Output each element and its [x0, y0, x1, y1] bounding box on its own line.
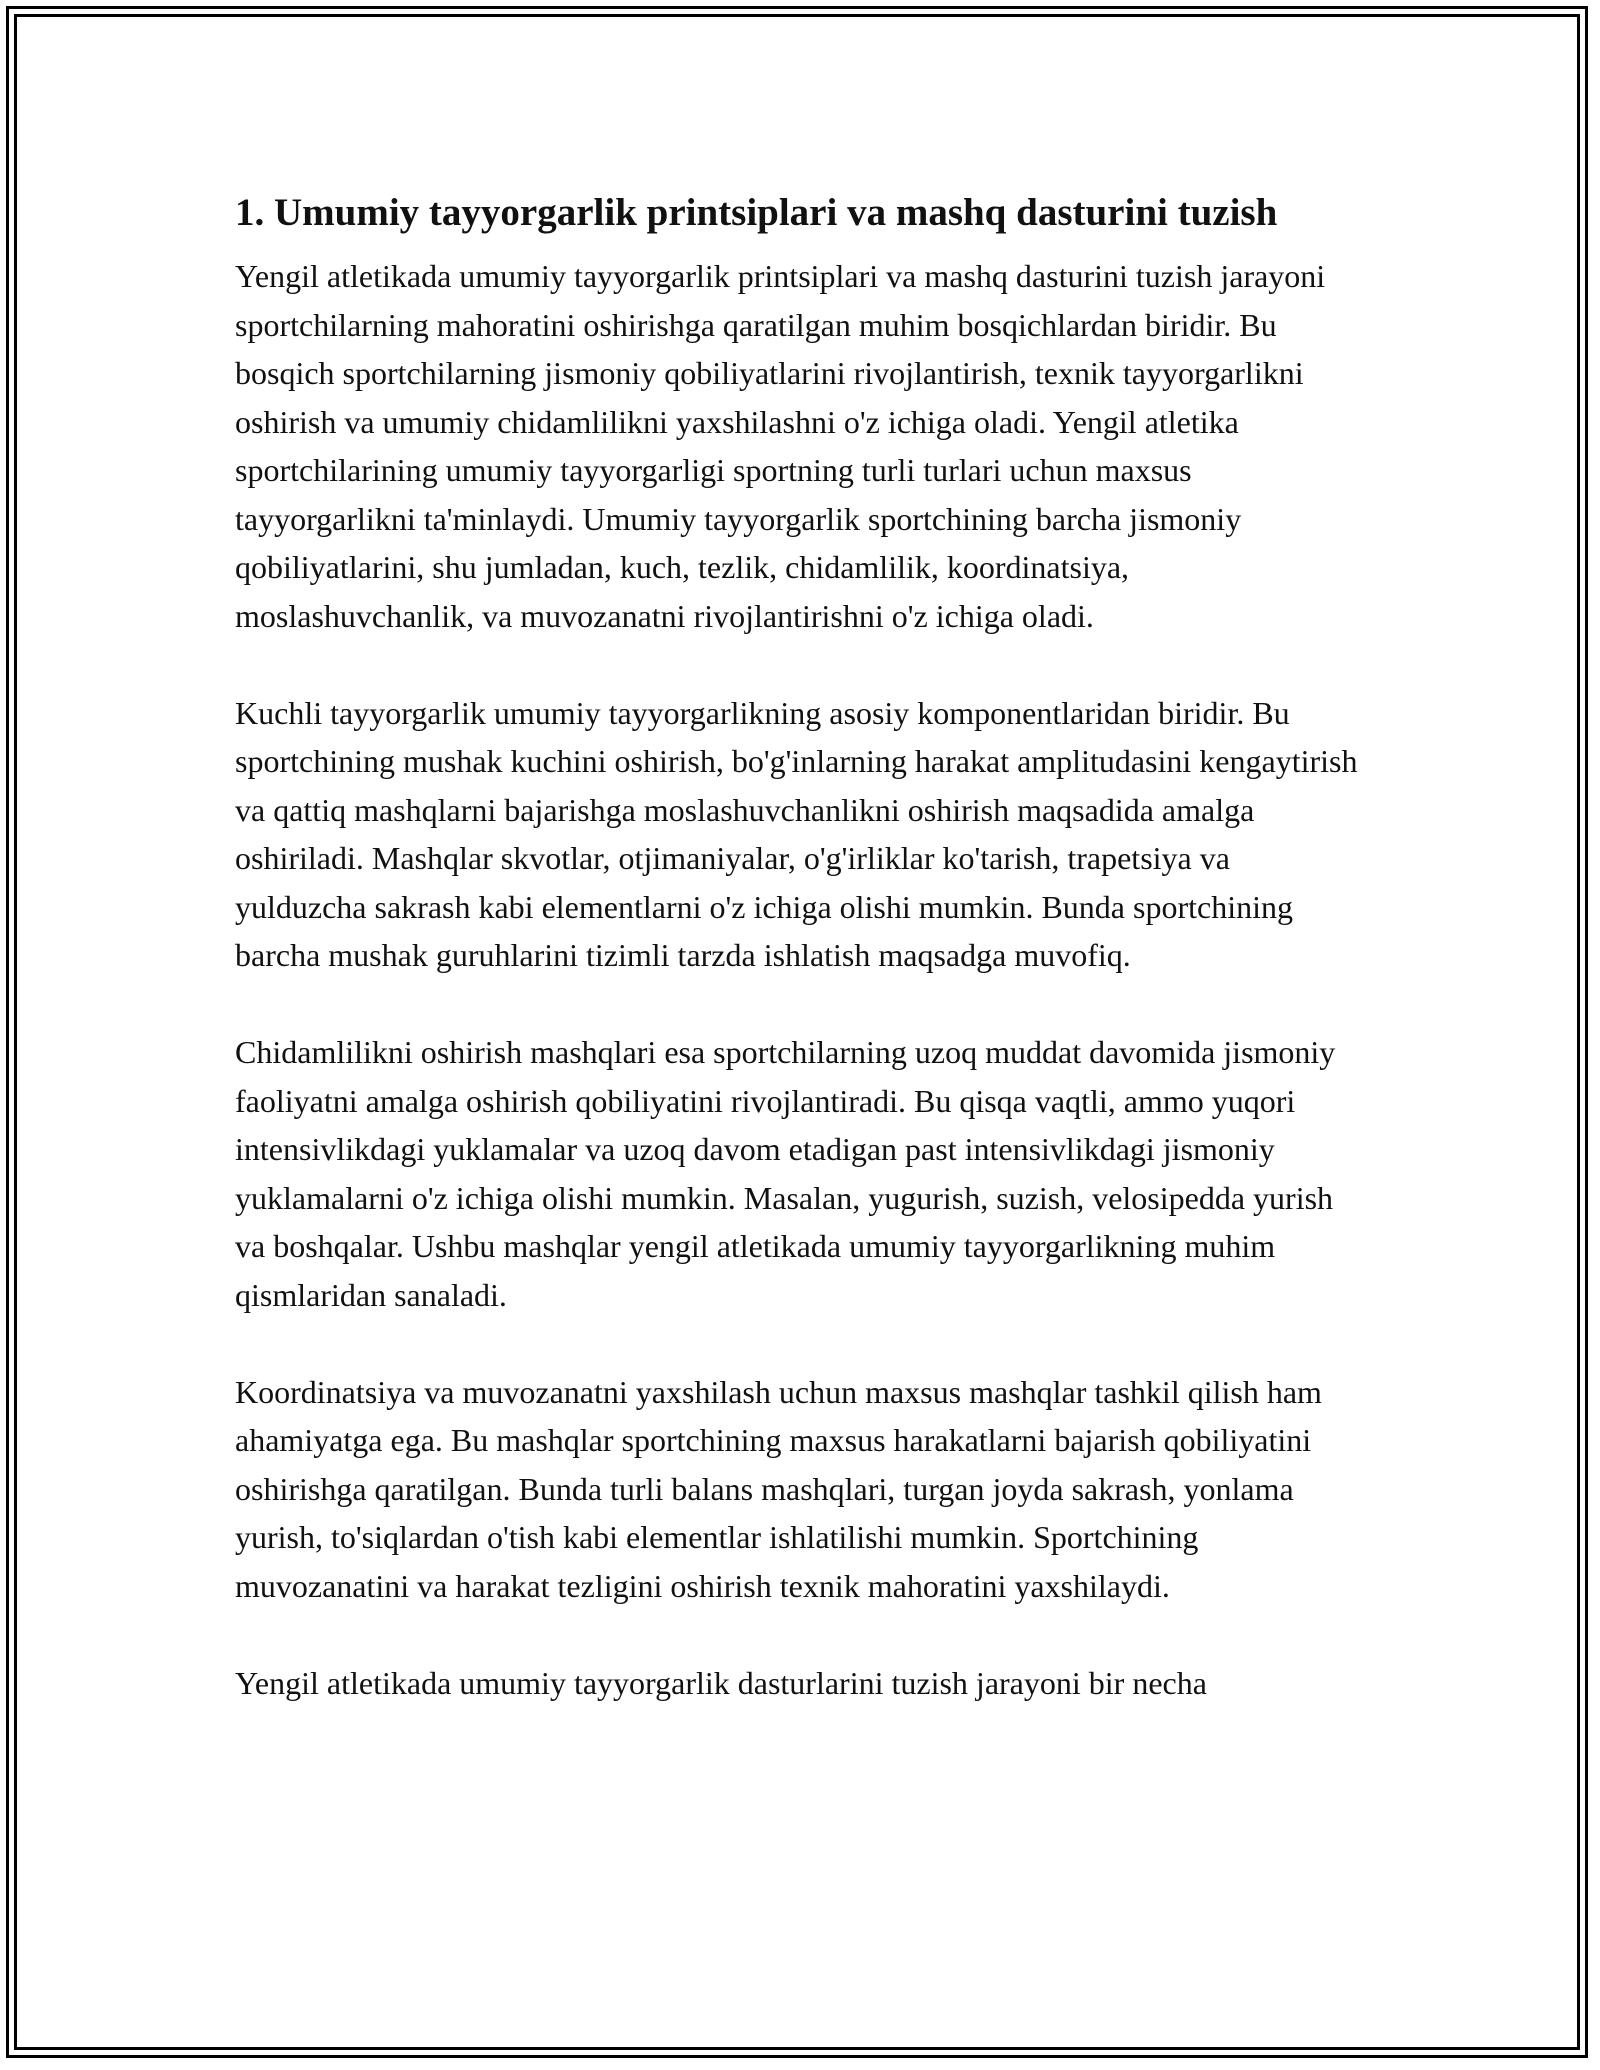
paragraph-3: Chidamlilikni oshirish mashqlari esa sportchilarning uzoq muddat davomida jismoniy faoliyatni amalga oshirish qobiliyatini rivojlantiradi. Bu qisqa vaqtli, ammo yuqori intensivlikdagi yuklamalar va uzoq davom etadigan past intensivlikdagi jismoniy yuklamalarni o'z ichiga olishi mumkin. Masalan, yugurish, suzish, velosipedda yurish va boshqalar. Ushbu mashqlar yengil atletikada umumiy tayyorgarlikning muhim qismlaridan sanaladi. [235, 1034, 1336, 1313]
document-body [235, 186, 1365, 1707]
paragraph-2: Kuchli tayyorgarlik umumiy tayyorgarlikning asosiy komponentlaridan biridir. Bu sportchining mushak kuchini oshirish, bo'g'inlarning harakat amplitudasini kengaytirish va qattiq mashqlarni bajarishga moslashuvchanlikni oshirish maqsadida amalga oshiriladi. Mashqlar skvotlar, otjimaniyalar, o'g'irliklar ko'tarish, trapetsiya va yulduzcha sakrash kabi elementlarni o'z ichiga olishi mumkin. Bunda sportchining barcha mushak guruhlarini tizimli tarzda ishlatish maqsadga muvofiq. [235, 694, 1358, 973]
section-heading: 1. Umumiy tayyorgarlik printsiplari va mashq dasturini tuzish [235, 191, 1278, 234]
paragraph-5: Yengil atletikada umumiy tayyorgarlik dasturlarini tuzish jarayoni bir necha [235, 1664, 1207, 1701]
paragraph-1: Yengil atletikada umumiy tayyorgarlik printsiplari va mashq dasturini tuzish jarayoni sportchilarning mahoratini oshirishga qaratilgan muhim bosqichlardan biridir. Bu bosqich sportchilarning jismoniy qobiliyatlarini rivojlantirish, texnik tayyorgarlikni oshirish va umumiy chidamlilikni yaxshilashni o'z ichiga oladi. Yengil atletika sportchilarining umumiy tayyorgarligi sportning turli turlari uchun maxsus tayyorgarlikni ta'minlaydi. Umumiy tayyorgarlik sportchining barcha jismoniy qobiliyatlarini, shu jumladan, kuch, tezlik, chidamlilik, koordinatsiya, moslashuvchanlik, va muvozanatni rivojlantirishni o'z ichiga oladi. [235, 258, 1326, 634]
paragraph-4: Koordinatsiya va muvozanatni yaxshilash uchun maxsus mashqlar tashkil qilish ham ahamiyatga ega. Bu mashqlar sportchining maxsus harakatlarni bajarish qobiliyatini oshirishga qaratilgan. Bunda turli balans mashqlari, turgan joyda sakrash, yonlama yurish, to'siqlardan o'tish kabi elementlar ishlatilishi mumkin. Sportchining muvozanatini va harakat tezligini oshirish texnik mahoratini yaxshilaydi. [235, 1373, 1322, 1604]
